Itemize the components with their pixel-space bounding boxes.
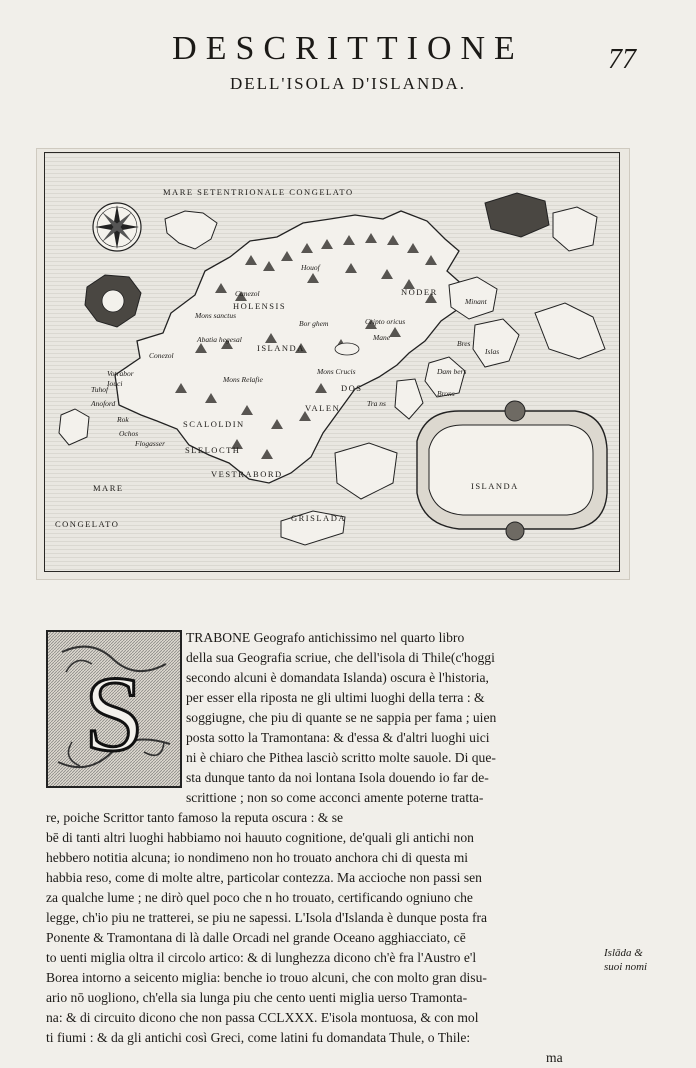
text-line: scrittione ; non so come acconci amente poterne tratta- [186, 790, 484, 805]
map-label-cripto-oricus: Cripto oricus [365, 317, 406, 326]
map-label-slelocth: SLELOCTH [185, 445, 241, 455]
map-label-canezol: Canezol [235, 289, 260, 298]
text-line: posta sotto la Tramontana: & d'essa & d'altri luoghi uici [186, 730, 490, 745]
page-number: 77 [608, 44, 636, 75]
map-label-conezol: Conezol [149, 351, 174, 360]
map-label-dos: DOS [341, 383, 363, 393]
map-label-abatia: Abatia hegesal [197, 335, 242, 344]
map-label-bor-ghem: Bor ghem [299, 319, 329, 328]
map-label-mane: Mane [373, 333, 391, 342]
map-label-holensis: HOLENSIS [233, 301, 287, 311]
map-label-ochos: Ochos [119, 429, 139, 438]
map-label-dam-bers: Dam bers [437, 367, 467, 376]
text-line: TRABONE Geografo antichissimo nel quarto libro [186, 630, 465, 645]
map-label-valen: VALEN [305, 403, 341, 413]
text-line: per esser ella riposta ne gli ultimi luoghi della terra : & [186, 690, 485, 705]
map-label-scaloldin: SCALOLDIN [183, 419, 245, 429]
text-line: na: & di circuito dicono che non passa CCLXXX. E'isola montuosa, & con mol [46, 1010, 479, 1025]
map-drawing [45, 153, 619, 571]
text-line: bē di tanti altri luoghi habbiamo noi hauuto cognitione, de'quali gli antichi non [46, 830, 474, 845]
map-label-houof: Houof [301, 263, 320, 272]
margin-note-line: Islāda & [604, 947, 643, 959]
map-label-islas: Islas [485, 347, 500, 356]
map-label-grislada: GRISLADA [291, 513, 346, 523]
margin-note [604, 946, 694, 974]
map-label-island: ISLANDA [257, 343, 305, 353]
text-line: ario nō uogliono, ch'ella sia lunga piu che cento uenti miglia uerso Tramonta- [46, 990, 468, 1005]
map-label-flogasser: Flogasser [135, 439, 165, 448]
map-label-mons-sanctus: Mons sanctus [195, 311, 237, 320]
cartouche [417, 401, 607, 540]
text-line: to uenti miglia oltra il circolo artico: & di lunghezza dicono ch'è fra l'Austro e'l [46, 950, 477, 965]
map-label-vestrabord: VESTRABORD [211, 469, 283, 479]
decorated-initial [46, 630, 182, 788]
map-label-noder: NODER [401, 287, 438, 297]
text-line: re, poiche Scrittor tanto famoso la reputa oscura : & se [46, 810, 344, 825]
map-label-bres: Bres [457, 339, 471, 348]
dropcap-letter: S [83, 655, 145, 774]
text-line: sta dunque tanto da noi lontana Isola douendo io far de- [186, 770, 489, 785]
text-line: soggiugne, che piu di quante se ne sappia per fama ; uien [186, 710, 497, 725]
map-label-left-sea-2: CONGELATO [55, 519, 120, 529]
map-label-mons-crucis: Mons Crucis [317, 367, 356, 376]
map-label-cartouche: ISLANDA [471, 481, 519, 491]
map-label-mons-relafie: Mons Relafie [223, 375, 263, 384]
text-line: habbia reso, come di molte altre, particolar contezza. Ma accioche non passi sen [46, 870, 482, 885]
map-label-minant: Minant [465, 297, 487, 306]
map-label-left-sea-1: MARE [93, 483, 124, 493]
page-title: DESCRITTIONE [172, 30, 524, 67]
text-line: ma [546, 1050, 563, 1065]
ornamental-initial-icon [48, 632, 180, 786]
compass-rose-icon [93, 203, 141, 251]
map-engraving [44, 152, 620, 572]
map-label-rok: Rok [117, 415, 129, 424]
text-line: Borea intorno a seicento miglia: benche io trouo alcuni, che con molto gran disu- [46, 970, 487, 985]
text-line: ni è chiaro che Pithea lasciò scritto molte sauole. Di que- [186, 750, 496, 765]
text-line: hebbero notitia alcuna; io nondimeno non ho trouato anchora chi di questa mi [46, 850, 469, 865]
text-line: legge, ch'io piu ne tratterei, se piu ne sapessi. L'Isola d'Islanda è dunque posta fra [46, 910, 488, 925]
text-line: Ponente & Tramontana di là dalle Orcadi nel grande Oceano agghiacciato, cē [46, 930, 466, 945]
map-label-top-sea: MARE SETENTRIONALE CONGELATO [163, 187, 354, 197]
map-label-brons: Brons [437, 389, 455, 398]
map-label-tra-ns: Tra ns [367, 399, 386, 408]
margin-note-line: suoi nomi [604, 961, 648, 973]
text-line: ti fiumi : & da gli antichi così Greci, come latini fu domandata Thule, o Thile: [46, 1030, 471, 1045]
text-line: za qualche lume ; ne dirò quel poco che n ho trouato, certificando ogniuno che [46, 890, 473, 905]
map-label-votrabor: Votrabor [107, 369, 134, 378]
page-subtitle: DELL'ISOLA D'ISLANDA. [229, 74, 467, 93]
text-line: secondo alcuni è domandata Islanda) oscura è l'historia, [186, 670, 489, 685]
map-label-iouci: Iouci [107, 379, 123, 388]
text-line: della sua Geografia scriue, che dell'isola di Thile(c'hoggi [186, 650, 495, 665]
map-label-tuhof: Tuhof [91, 385, 109, 394]
map-label-anoford: Anoford [91, 399, 116, 408]
